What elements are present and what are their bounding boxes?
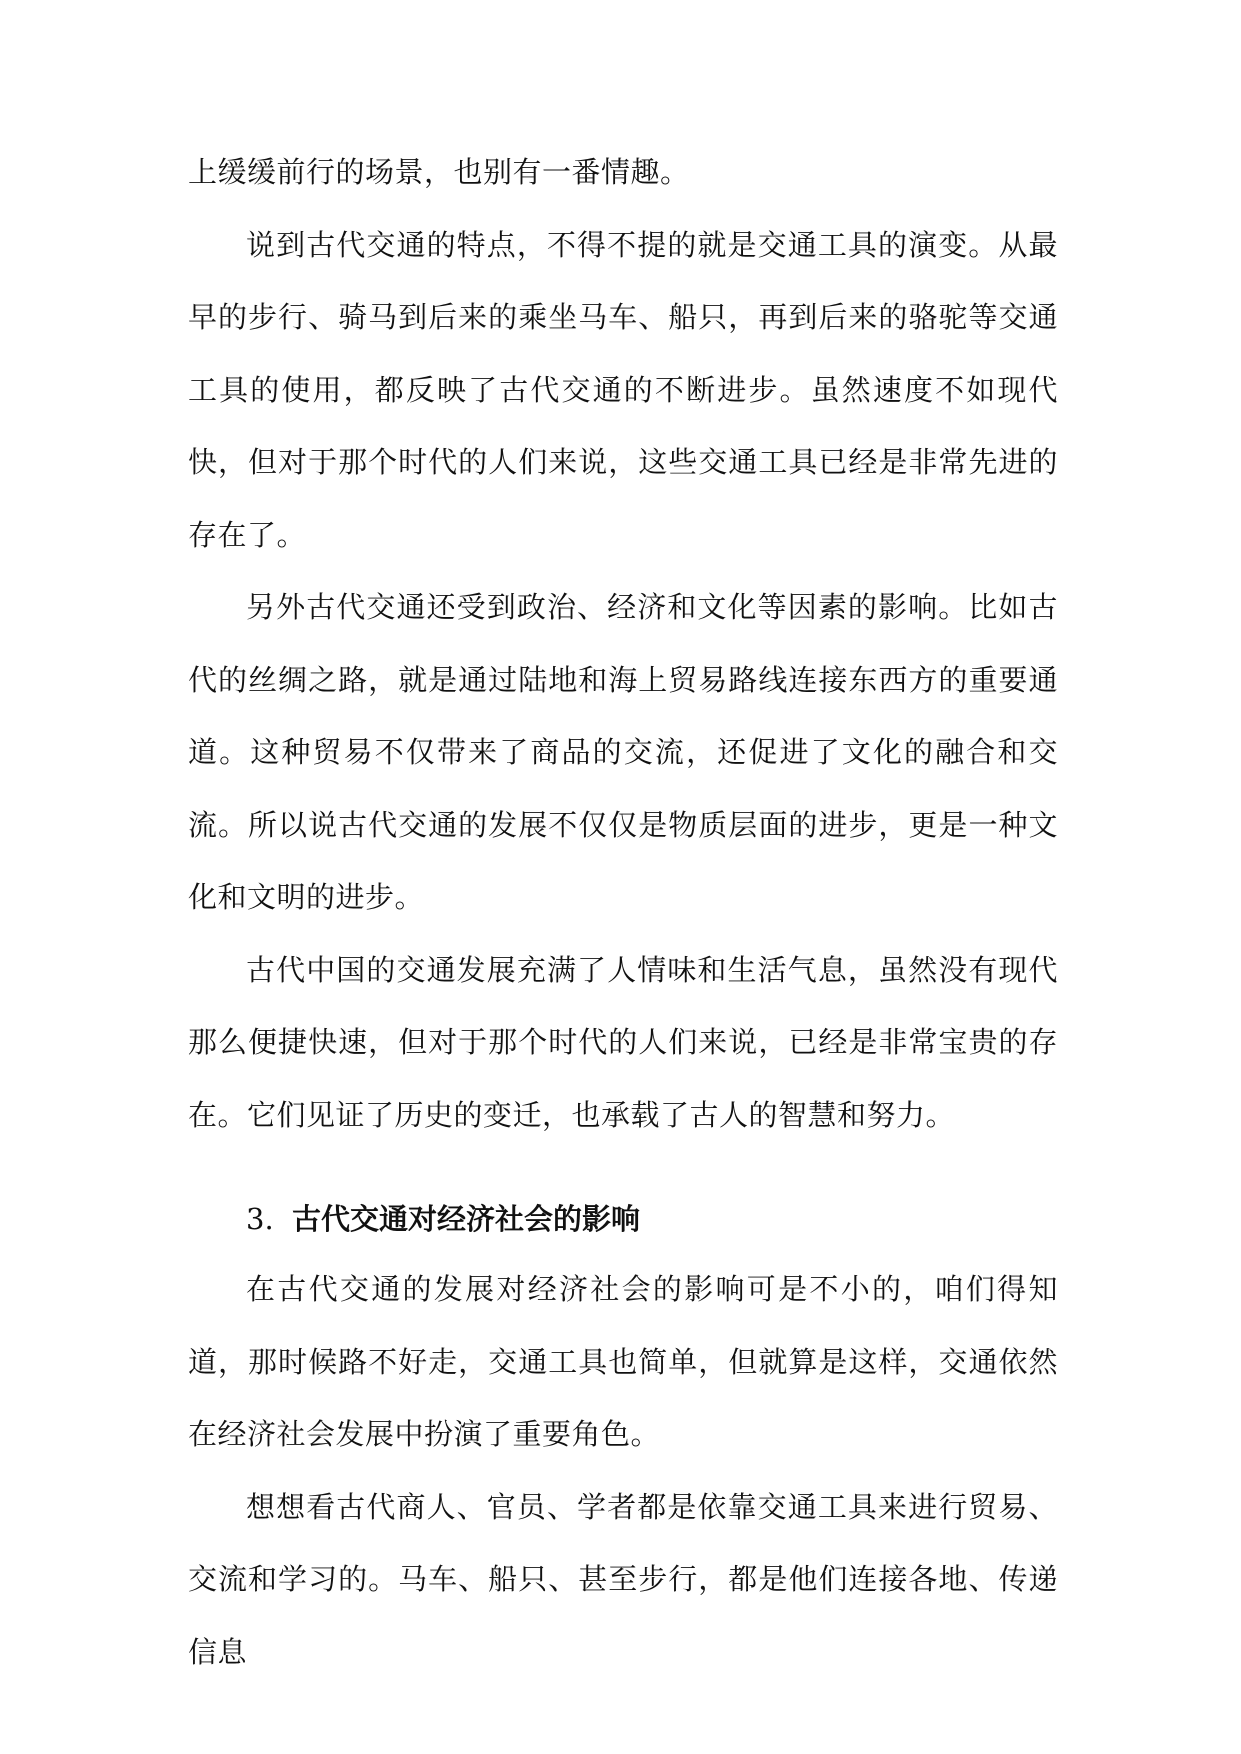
- paragraph-6: 想想看古代商人、官员、学者都是依靠交通工具来进行贸易、交流和学习的。马车、船只、甚至步行，都是他们连接各地、传递信息: [188, 1489, 1058, 1669]
- paragraph-5: 在古代交通的发展对经济社会的影响可是不小的，咱们得知道，那时候路不好走，交通工具也简单，但就算是这样，交通依然在经济社会发展中扮演了重要角色。: [188, 1272, 1058, 1451]
- paragraph-2: 说到古代交通的特点，不得不提的就是交通工具的演变。从最早的步行、骑马到后来的乘坐马车、船只，再到后来的骆驼等交通工具的使用，都反映了古代交通的不断进步。虽然速度不如现代快，但对于那个时代的人们来说，这些交通工具已经是非常先进的存在了。: [188, 227, 1058, 552]
- section-heading: [188, 1195, 1058, 1243]
- document-page: [188, 136, 1058, 1688]
- section-title: 古代交通对经济社会的影响: [292, 1202, 641, 1236]
- section-number: 3.: [246, 1202, 274, 1236]
- paragraph-3: 另外古代交通还受到政治、经济和文化等因素的影响。比如古代的丝绸之路，就是通过陆地和海上贸易路线连接东西方的重要通道。这种贸易不仅带来了商品的交流，还促进了文化的融合和交流。所以说古代交通的发展不仅仅是物质层面的进步，更是一种文化和文明的进步。: [188, 590, 1058, 914]
- paragraph-4: 古代中国的交通发展充满了人情味和生活气息，虽然没有现代那么便捷快速，但对于那个时代的人们来说，已经是非常宝贵的存在。它们见证了历史的变迁，也承载了古人的智慧和努力。: [188, 952, 1058, 1132]
- paragraph-1: 上缓缓前行的场景，也别有一番情趣。: [188, 155, 690, 189]
